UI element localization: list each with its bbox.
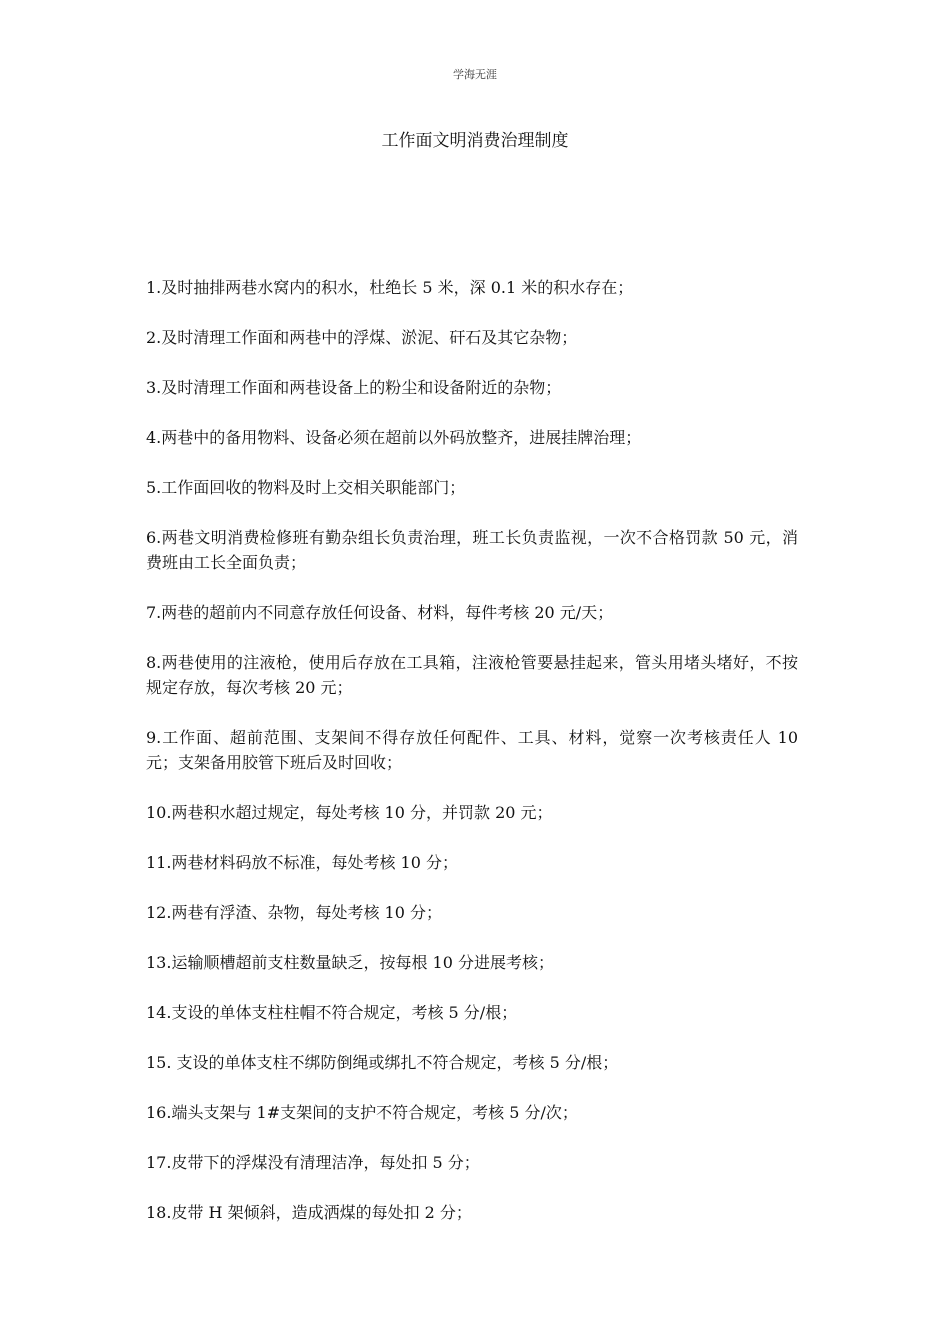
rule-item: 2.及时清理工作面和两巷中的浮煤、淤泥、矸石及其它杂物； bbox=[146, 328, 578, 347]
rule-item: 12.两巷有浮渣、杂物，每处考核 10 分； bbox=[146, 903, 442, 922]
rule-item: 13.运输顺槽超前支柱数量缺乏，按每根 10 分进展考核； bbox=[146, 953, 554, 972]
rule-item: 1.及时抽排两巷水窝内的积水，杜绝长 5 米，深 0.1 米的积水存在； bbox=[146, 278, 634, 297]
rule-item: 8.两巷使用的注液枪，使用后存放在工具箱，注液枪管要悬挂起来，管头用堵头堵好，不按规定存放，每次考核 20 元； bbox=[146, 653, 798, 697]
rule-item: 5.工作面回收的物料及时上交相关职能部门； bbox=[146, 478, 466, 497]
rule-item: 18.皮带 H 架倾斜，造成洒煤的每处扣 2 分； bbox=[146, 1203, 472, 1222]
rule-item: 17.皮带下的浮煤没有清理洁净，每处扣 5 分； bbox=[146, 1153, 480, 1172]
document-title: 工作面文明消费治理制度 bbox=[381, 131, 569, 151]
rule-item: 10.两巷积水超过规定，每处考核 10 分，并罚款 20 元； bbox=[146, 803, 553, 822]
rule-item: 4.两巷中的备用物料、设备必须在超前以外码放整齐，进展挂牌治理； bbox=[146, 428, 642, 447]
rule-list bbox=[146, 275, 798, 1250]
rule-item: 6.两巷文明消费检修班有勤杂组长负责治理，班工长负责监视，一次不合格罚款 50 元，消费班由工长全面负责； bbox=[146, 528, 798, 572]
rule-item: 11.两巷材料码放不标准，每处考核 10 分； bbox=[146, 853, 458, 872]
rule-item: 7.两巷的超前内不同意存放任何设备、材料，每件考核 20 元/天； bbox=[146, 603, 614, 622]
rule-item: 3.及时清理工作面和两巷设备上的粉尘和设备附近的杂物； bbox=[146, 378, 562, 397]
rule-item: 14.支设的单体支柱柱帽不符合规定，考核 5 分/根； bbox=[146, 1003, 518, 1022]
rule-item: 9.工作面、超前范围、支架间不得存放任何配件、工具、材料，觉察一次考核责任人 10 元；支架备用胶管下班后及时回收； bbox=[146, 728, 798, 772]
rule-item: 15. 支设的单体支柱不绑防倒绳或绑扎不符合规定，考核 5 分/根； bbox=[146, 1053, 619, 1072]
rule-item: 16.端头支架与 1#支架间的支护不符合规定，考核 5 分/次； bbox=[146, 1103, 578, 1122]
page-header: 学海无涯 bbox=[453, 68, 497, 81]
